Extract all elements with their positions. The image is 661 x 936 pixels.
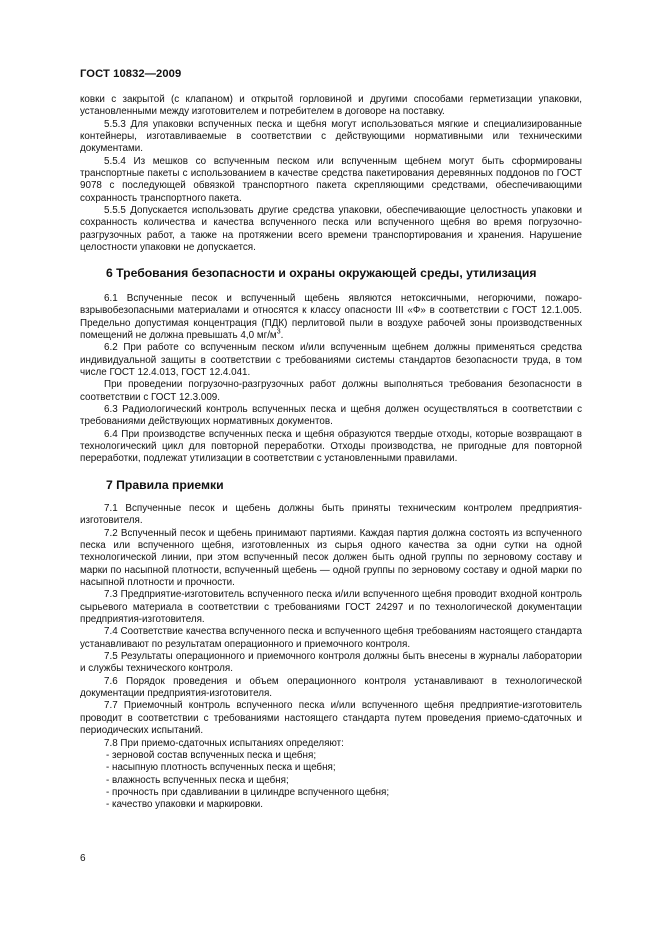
- document-body: [80, 94, 582, 812]
- paragraph-7-3: 7.3 Предприятие-изготовитель вспученного песка и/или вспученного щебня проводит входной контроль сырьевого материала в соответствии с требованиями ГОСТ 24297 и по технологической документации предприятия-изготовителя.: [80, 589, 582, 626]
- paragraph-6-1-end: .: [280, 329, 284, 341]
- paragraph-5-5-5: 5.5.5 Допускается использовать другие средства упаковки, обеспечивающие целостность упаковки и сохранность количества и качества вспученного песка или вспученного щебня во время погрузочно-разгрузочных работ, а также на протяжении всего времени транспортирования и хранения. Нарушение целостности упаковки не допускается.: [80, 205, 582, 254]
- list-item: - качество упаковки и маркировки.: [106, 799, 264, 811]
- paragraph-6-1-text: 6.1 Вспученные песок и вспученный щебень являются нетоксичными, негорючими, пожаро-взрывобезопасными материалами и относятся к классу опасности III «Ф» в соответствии с ГОСТ 12.1.005. Предельно допустимая концентрация (ПДК) перлитовой пыли в воздухе рабочей зоны производственных помещений не должна превышать 4,0 мг/м: [80, 292, 582, 341]
- paragraph-6-2-b: При проведении погрузочно-разгрузочных работ должны выполняться требования безопасности в соответствии с ГОСТ 12.3.009.: [80, 379, 582, 403]
- paragraph-6-1: [80, 293, 582, 342]
- page-number: 6: [80, 853, 86, 864]
- paragraph-7-1: 7.1 Вспученные песок и щебень должны быть приняты техническим контролем предприятия-изготовителя.: [80, 502, 582, 527]
- document-code-header: ГОСТ 10832—2009: [80, 68, 182, 80]
- list-item: - насыпную плотность вспученных песка и щебня;: [106, 762, 336, 774]
- section-6-heading: 6 Требования безопасности и охраны окружающей среды, утилизация: [106, 266, 537, 281]
- paragraph-7-2: 7.2 Вспученный песок и щебень принимают партиями. Каждая партия должна состоять из вспученного песка или вспученного щебня, изготовленных из сырья одного качества за одни сутки на одной технологической линии, при этом вспученный песок должен быть одной группы по зерновому составу и марки по насыпной плотности, вспученный щебень — одной группы по зерновому составу и одной марки по насыпной плотности и прочности.: [80, 527, 582, 589]
- paragraph-5-5-2-continuation: ковки с закрытой (с клапаном) и открытой горловиной и другими способами герметизации упаковки, установленными между изготовителем и потребителем в договоре на поставку.: [80, 94, 582, 118]
- list-item: - влажность вспученных песка и щебня;: [106, 774, 289, 786]
- paragraph-6-3: 6.3 Радиологический контроль вспученных песка и щебня должен осуществляться в соответствии с требованиями действующих нормативных документов.: [80, 403, 582, 428]
- paragraph-6-2: 6.2 При работе со вспученным песком и/или вспученным щебнем должны применяться средства индивидуальной защиты в соответствии с требованиями системы стандартов безопасности труда, в том числе ГОСТ 12.4.013, ГОСТ 12.4.041.: [80, 342, 582, 378]
- paragraph-6-4: 6.4 При производстве вспученных песка и щебня образуются твердые отходы, которые возвращают в технологический цикл для повторной переработки. Отходы производства, не пригодные для повторной переработки, подлежат утилизации в соответствии с установленными правилами.: [80, 428, 582, 465]
- list-item: - прочность при сдавливании в цилиндре вспученного щебня;: [106, 786, 390, 798]
- list-item: - зерновой состав вспученных песка и щебня;: [106, 749, 317, 761]
- paragraph-5-5-4: 5.5.4 Из мешков со вспученным песком или вспученным щебнем могут быть сформированы транспортные пакеты с использованием в качестве средства пакетирования деревянных поддонов по ГОСТ 9078 с последующей обвязкой транспортного пакета скрепляющими средствами, обеспечивающими сохранность транспортного пакета.: [80, 155, 582, 204]
- superscript-3: 3: [276, 328, 281, 336]
- section-7-heading: 7 Правила приемки: [106, 477, 224, 492]
- paragraph-7-8: 7.8 При приемо-сдаточных испытаниях определяют:: [104, 737, 344, 749]
- paragraph-7-5: 7.5 Результаты операционного и приемочного контроля должны быть внесены в журналы лаборатории и службы технического контроля.: [80, 651, 582, 675]
- paragraph-7-7: 7.7 Приемочный контроль вспученного песка и/или вспученного щебня предприятие-изготовитель проводит в соответствии с требованиями настоящего стандарта путем проведения приемо-сдаточных и периодических испытаний.: [80, 700, 582, 737]
- paragraph-7-4: 7.4 Соответствие качества вспученного песка и вспученного щебня требованиям настоящего стандарта устанавливают по результатам операционного и приемочного контроля.: [80, 626, 582, 650]
- paragraph-7-6: 7.6 Порядок проведения и объем операционного контроля устанавливают в технологической документации предприятия-изготовителя.: [80, 675, 582, 700]
- paragraph-5-5-3: 5.5.3 Для упаковки вспученных песка и щебня могут использоваться мягкие и специализированные контейнеры, изготавливаемые в соответствии с действующими нормативными или техническими документами.: [80, 118, 582, 155]
